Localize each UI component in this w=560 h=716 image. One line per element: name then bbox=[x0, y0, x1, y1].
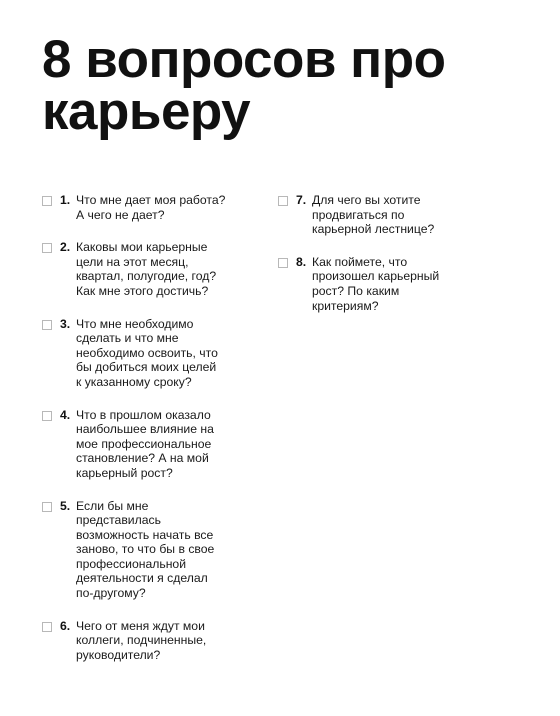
checkbox-3[interactable] bbox=[42, 320, 52, 330]
question-number-7: 7. bbox=[296, 193, 307, 207]
question-item-4 bbox=[42, 408, 272, 481]
question-text-6: Чего от меня ждут мои коллеги, подчиненные, руководители? bbox=[76, 618, 207, 662]
checkbox-8[interactable] bbox=[278, 258, 288, 268]
checkbox-5[interactable] bbox=[42, 502, 52, 512]
question-text-7: Для чего вы хотите продвигаться по карьерной лестнице? bbox=[312, 193, 435, 237]
page-title-line-1: 8 вопросов про bbox=[42, 30, 446, 89]
question-text-1: Что мне дает моя работа? А чего не дает? bbox=[76, 193, 226, 222]
checkbox-2[interactable] bbox=[42, 243, 52, 253]
questions-column-right bbox=[278, 193, 518, 331]
question-item-5 bbox=[42, 499, 272, 601]
question-text-2: Каковы мои карьерные цели на этот месяц, квартал, полугодие, год? Как мне этого достичь? bbox=[76, 240, 217, 298]
question-number-1: 1. bbox=[60, 193, 71, 207]
question-item-3 bbox=[42, 317, 272, 390]
questions-column-left bbox=[42, 193, 272, 680]
question-number-4: 4. bbox=[60, 407, 71, 422]
page-title-line-2: карьеру bbox=[42, 82, 251, 141]
page-title bbox=[42, 30, 522, 141]
question-text-4: Что в прошлом оказало наибольшее влияние на мое профессиональное становление? А на мой карьерный рост? bbox=[76, 407, 214, 480]
question-item-7 bbox=[278, 193, 518, 237]
question-number-8: 8. bbox=[296, 254, 307, 269]
checkbox-1[interactable] bbox=[42, 196, 52, 206]
question-text-5: Если бы мне представилась возможность начать все заново, то что бы в свое профессиональной деятельности я сделал по-другому? bbox=[76, 498, 215, 601]
question-item-6 bbox=[42, 619, 272, 663]
question-item-1 bbox=[42, 193, 272, 222]
question-item-2 bbox=[42, 240, 272, 298]
question-number-5: 5. bbox=[60, 498, 71, 513]
question-text-8: Как поймете, что произошел карьерный рост? По каким критериям? bbox=[312, 254, 440, 313]
question-item-8 bbox=[278, 255, 518, 313]
question-number-3: 3. bbox=[60, 316, 71, 331]
question-number-2: 2. bbox=[60, 240, 71, 255]
question-text-3: Что мне необходимо сделать и что мне необходимо освоить, что бы добиться моих целей к указанному сроку? bbox=[76, 316, 218, 389]
checkbox-4[interactable] bbox=[42, 411, 52, 421]
checkbox-7[interactable] bbox=[278, 196, 288, 206]
checkbox-6[interactable] bbox=[42, 622, 52, 632]
question-number-6: 6. bbox=[60, 618, 71, 633]
